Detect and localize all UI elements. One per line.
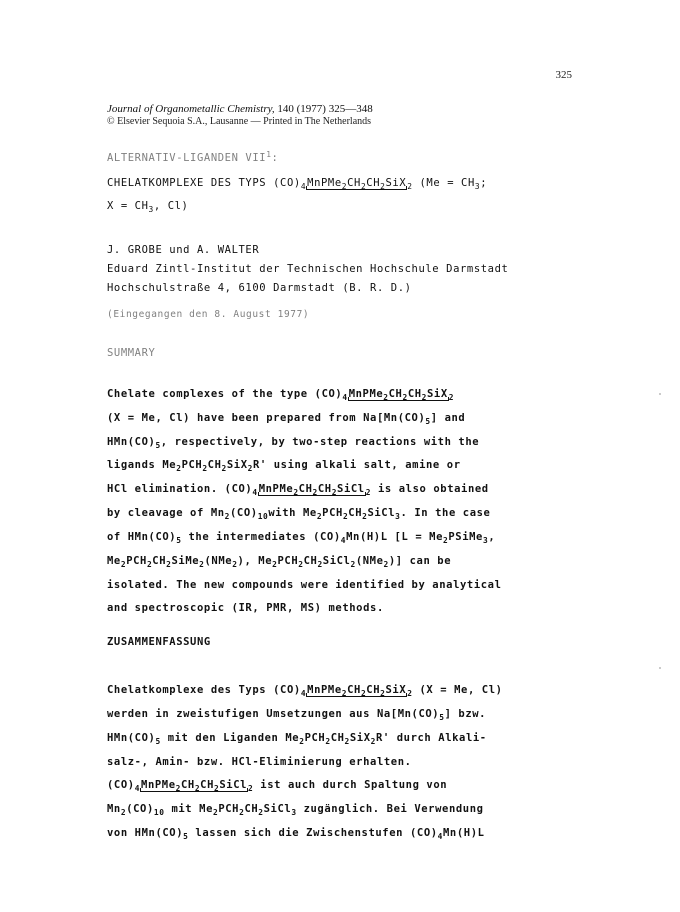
summary-line: $HMn(CO)_5$, respectively, by two-step reactions with the — [107, 436, 480, 450]
summary-line: of $HMn(CO)_5$ the intermediates $(CO)_4Mn(H)L$ [$L = Me_2PSiMe_3$, — [107, 531, 496, 545]
title-line2-end: , Cl) — [153, 200, 189, 212]
title-line2-sub: 3 — [148, 204, 154, 214]
summary-line: (X = Me, Cl) have been prepared from $Na[Mn(CO)_5]$ and — [107, 412, 466, 426]
title-sub-4: 4 — [300, 181, 307, 191]
summary-line: ligands $Me_2PCH_2CH_2SiX_2R'$ using alkali salt, amine or — [107, 459, 461, 473]
affiliation-line-2: Hochschulstraße 4, 6100 Darmstadt (B. R. D.) — [107, 282, 412, 294]
affiliation-line-1: Eduard Zintl-Institut der Technischen Hochschule Darmstadt — [107, 263, 509, 275]
series-title-text: ALTERNATIV-LIGANDEN VII — [107, 152, 267, 164]
series-colon: : — [271, 152, 279, 164]
page-number: 325 — [555, 69, 572, 81]
series-footnote-mark: 1 — [266, 150, 272, 160]
summary-line: by cleavage of $Mn_2(CO)_{10}with$ $Me_2PCH_2CH_2SiCl_3$. In the case — [107, 507, 491, 521]
authors: J. GROBE und A. WALTER — [107, 244, 260, 256]
journal-name: Journal of Organometallic Chemistry, — [107, 103, 275, 115]
title-sub-x2: 2 — [407, 181, 413, 191]
main-title-line-2 — [107, 200, 188, 212]
zusammenfassung-line: Chelatkomplexe des Typs $(CO)_4MnPMe_2CH_2CH_2SiX_2$ (X = Me, Cl) — [107, 684, 503, 698]
zusammenfassung-line: werden in zweistufigen Umsetzungen aus $Na[Mn(CO)_5]$ bzw. — [107, 708, 487, 722]
received-date: (Eingegangen den 8. August 1977) — [107, 309, 310, 320]
zusammenfassung-heading: ZUSAMMENFASSUNG — [107, 636, 211, 648]
title-line2-text: X = CH — [107, 200, 149, 212]
summary-line: isolated. The new compounds were identified by analytical — [107, 579, 502, 591]
main-title-line-1 — [107, 177, 487, 189]
title-tail-end: ; — [480, 177, 488, 189]
journal-citation — [107, 103, 373, 116]
summary-line: and spectroscopic (IR, PMR, MS) methods. — [107, 602, 384, 614]
scan-speck — [659, 667, 661, 669]
journal-volume-pages: 140 (1977) 325—348 — [274, 103, 373, 115]
summary-line: HCl elimination. $(CO)_4MnPMe_2CH_2CH_2SiCl_2$ is also obtained — [107, 483, 489, 497]
summary-line: $Me_2PCH_2CH_2SiMe_2(NMe_2)$, $Me_2PCH_2CH_2SiCl_2(NMe_2)$] can be — [107, 555, 452, 569]
summary-heading: SUMMARY — [107, 347, 156, 359]
zusammenfassung-line: salz-, Amin- bzw. HCl-Eliminierung erhalten. — [107, 756, 412, 768]
title-tail-sub: 3 — [474, 181, 481, 191]
zusammenfassung-line: $(CO)_4MnPMe_2CH_2CH_2SiCl_2$ ist auch durch Spaltung von — [107, 779, 448, 793]
chelate-ring-formula: $MnPMe_2CH_2CH_2SiX$ — [307, 177, 407, 191]
zusammenfassung-line: $Mn_2(CO)_{10}$ mit $Me_2PCH_2CH_2SiCl_3$ zugänglich. Bei Verwendung — [107, 803, 484, 817]
summary-line: Chelate complexes of the type $(CO)_4MnPMe_2CH_2CH_2SiX_2$ — [107, 388, 455, 402]
series-title — [107, 152, 278, 164]
scan-speck — [659, 393, 661, 395]
zusammenfassung-line: $HMn(CO)_5$ mit den Liganden $Me_2PCH_2CH_2SiX_2R'$ durch Alkali- — [107, 732, 487, 746]
publisher-line: © Elsevier Sequoia S.A., Lausanne — Printed in The Netherlands — [107, 116, 372, 127]
title-tail: (Me = CH — [419, 177, 475, 189]
title-text-a: CHELATKOMPLEXE DES TYPS (CO) — [107, 177, 301, 189]
zusammenfassung-line: von $HMn(CO)_5$ lassen sich die Zwischenstufen $(CO)_4Mn(H)L$ — [107, 827, 485, 841]
